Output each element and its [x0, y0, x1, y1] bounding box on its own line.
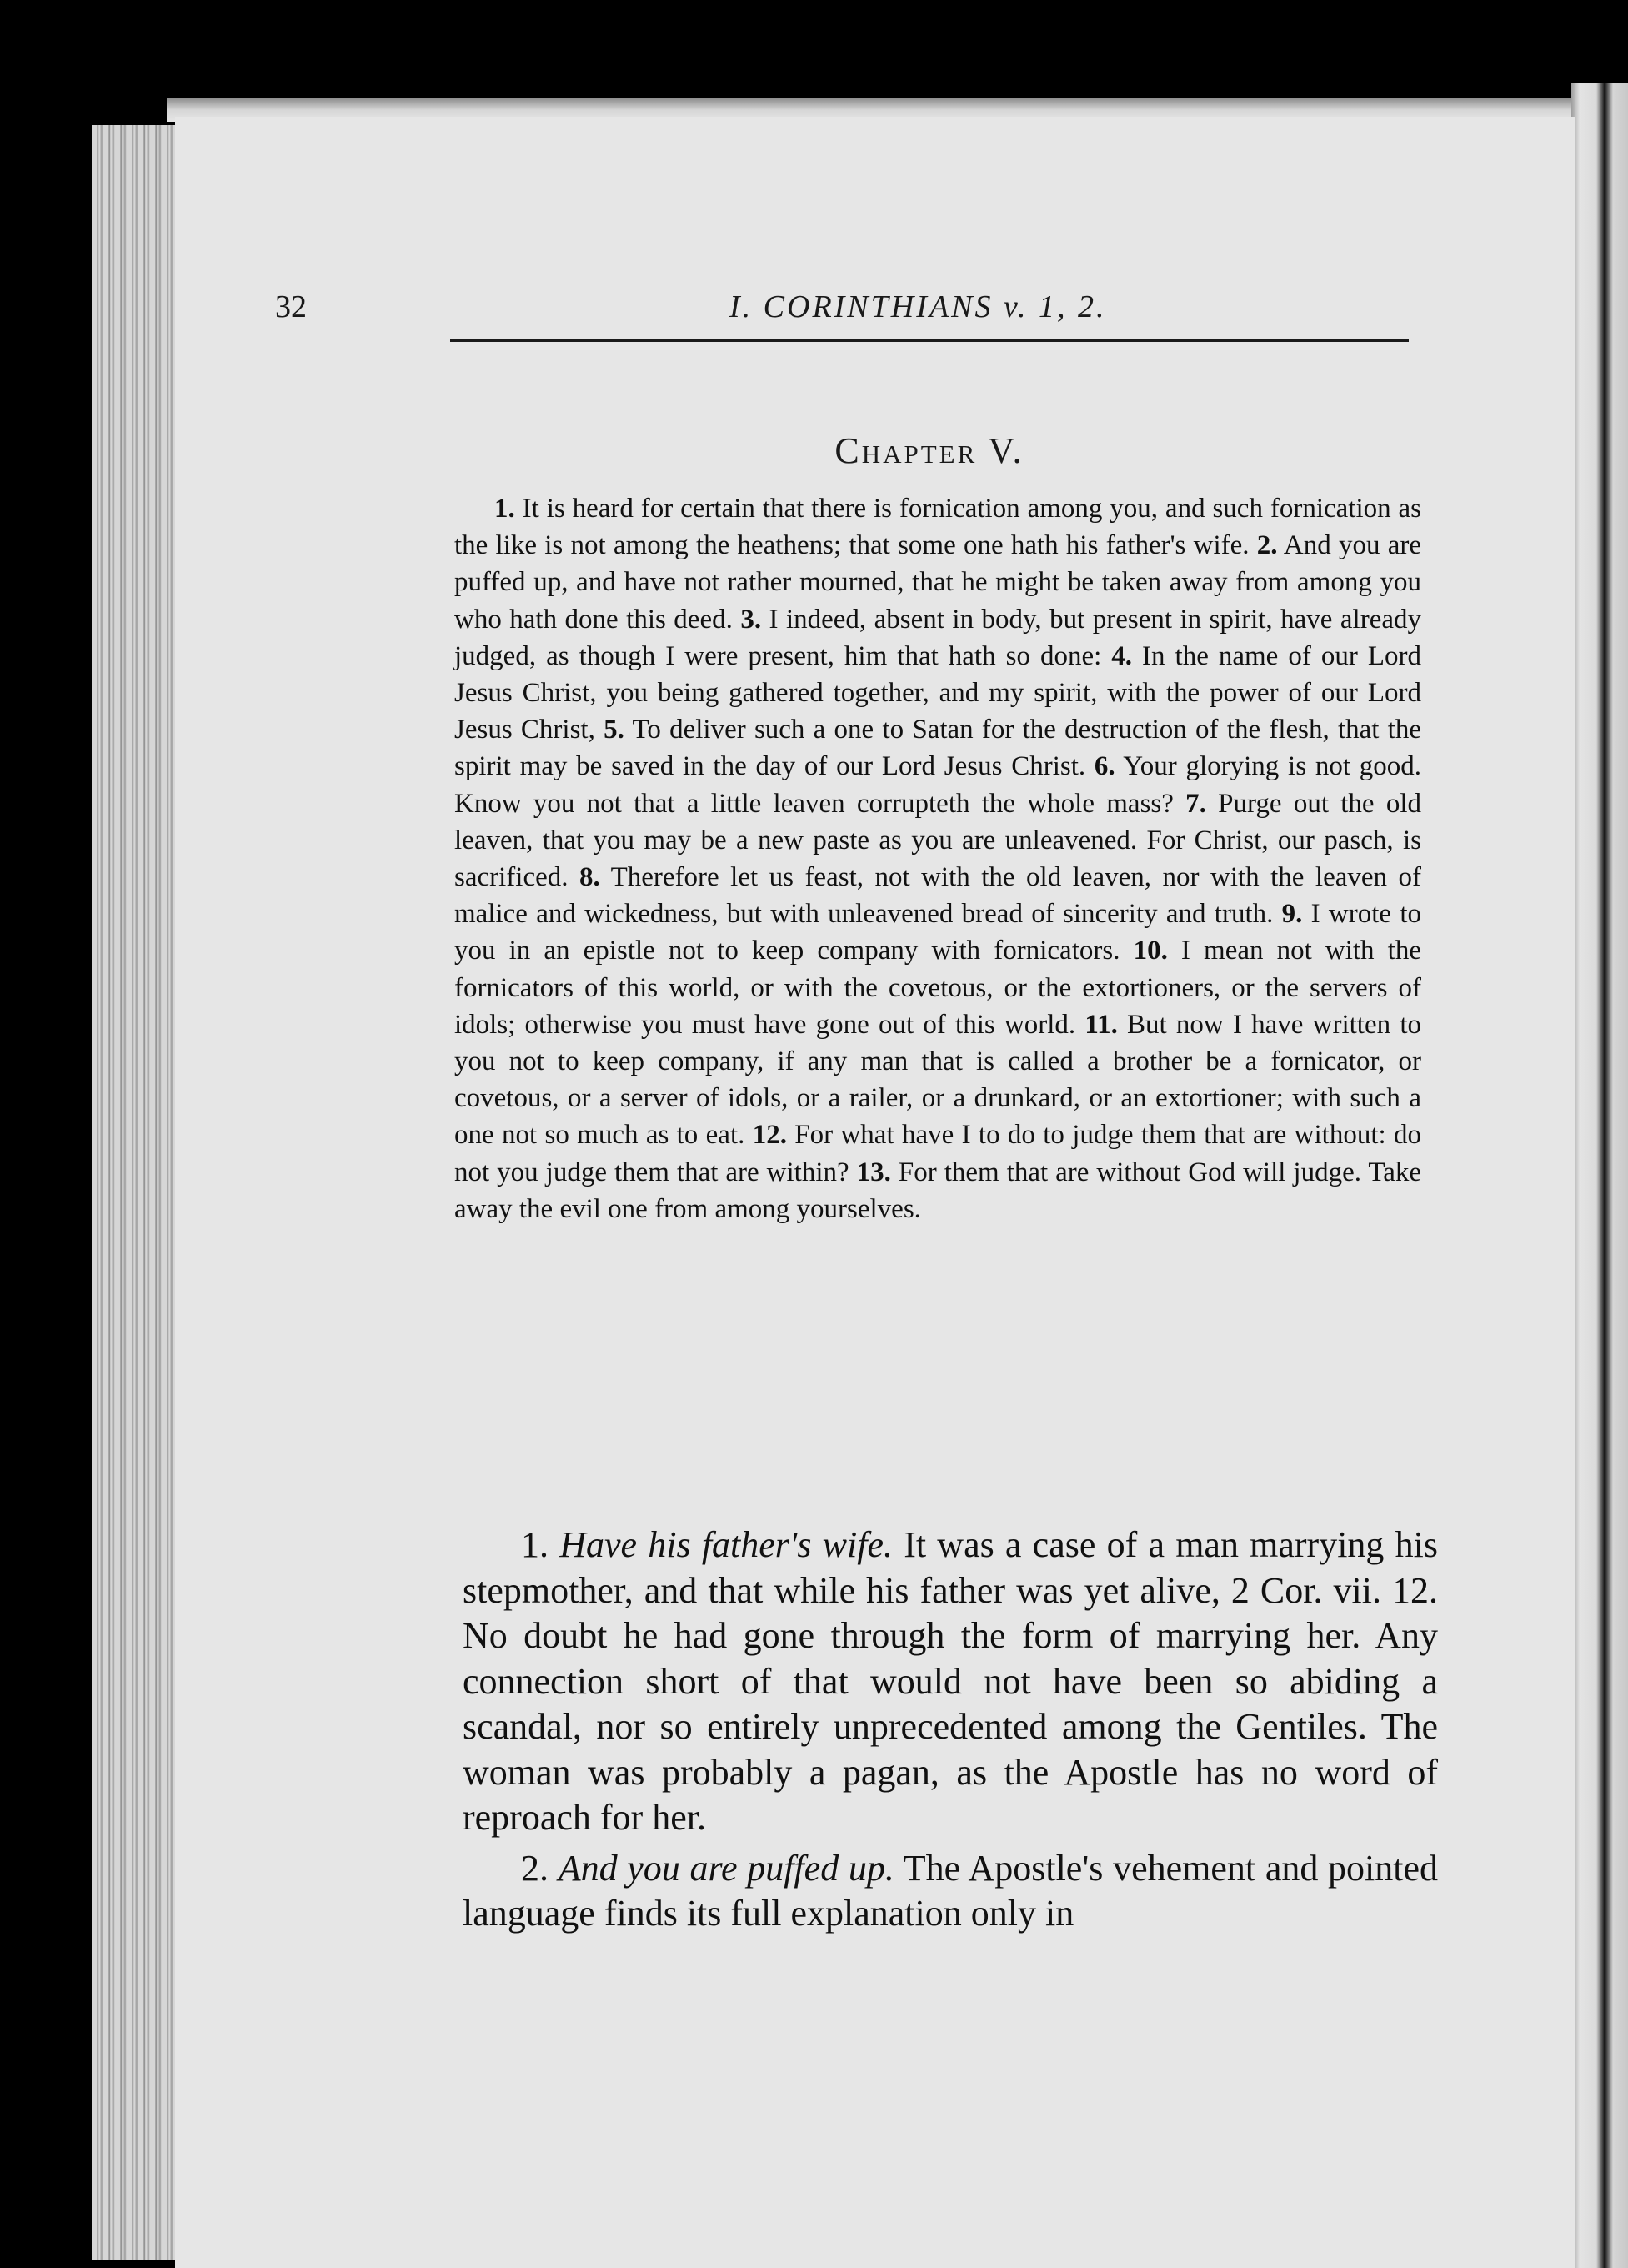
verse-number: 5. — [604, 715, 624, 745]
commentary-lemma: And you are puffed up. — [558, 1847, 894, 1889]
book-page-edges — [92, 125, 175, 2260]
verse-text: To deliver such a one to Satan for the destruction of the flesh, that the spirit may be saved in the day of our Lord Jesus Christ. — [454, 715, 1421, 782]
commentary-text — [463, 1523, 1438, 1942]
verse-text: For what have I to do to judge them that are without: do not you judge them that are within? — [454, 1120, 1422, 1187]
verse-number: 8. — [579, 862, 600, 893]
page-number: 32 — [275, 289, 307, 324]
commentary-number: 2. — [521, 1847, 549, 1889]
verse-number: 2. — [1256, 530, 1278, 561]
verse-text: For them that are without God will judge. Take away the evil one from among yourselves. — [454, 1157, 1422, 1224]
book-right-edge — [1571, 83, 1628, 2268]
verse-number: 9. — [1281, 899, 1303, 930]
verse-text: I mean not with the fornicators of this world, or with the covetous, or the extortioners, or the servers of idols; otherwise you must have gone out of this world. — [454, 936, 1421, 1040]
verse-text: It is heard for certain that there is fornication among you, and such fornication as the like is not among the heathens; that some one hath his father's wife. — [454, 494, 1421, 561]
commentary-lemma: Have his father's wife. — [559, 1524, 893, 1565]
verse-text: But now I have written to you not to keep company, if any man that is called a brother be a fornicator, or covetous, or a server of idols, or a railer, or a drunkard, or an extortioner; with such a one not so much as to eat. — [454, 1009, 1421, 1151]
head-rule — [450, 339, 1409, 342]
running-title: I. CORINTHIANS v. 1, 2. — [729, 289, 1107, 324]
verse-text: Therefore let us feast, not with the old leaven, nor with the leaven of malice and wickedness, but with unleavened bread of sincerity and truth. — [454, 862, 1422, 930]
verse-text: Your glorying is not good. Know you not that a little leaven corrupteth the whole mass? — [454, 751, 1421, 819]
scripture-text — [454, 490, 1421, 1227]
verse-number: 10. — [1133, 936, 1168, 966]
commentary-body: It was a case of a man marrying his stepmother, and that while his father was yet alive, 2 Cor. vii. 12. No doubt he had gone through the form of marrying her. Any connection short of that would not have been so abiding a scandal, nor so entirely unprecedented among the Gentiles. The woman was probably a pagan, as the Apostle has no word of reproach for her. — [463, 1524, 1438, 1838]
commentary-paragraph — [463, 1523, 1438, 1841]
verse-text: I wrote to you in an epistle not to keep company with fornicators. — [454, 899, 1421, 966]
commentary-paragraph — [463, 1846, 1438, 1937]
verse-number: 1. — [494, 494, 515, 524]
verse-number: 13. — [856, 1157, 891, 1187]
verse-text: In the name of our Lord Jesus Christ, you being gathered together, and my spirit, with the power of our Lord Jesus Christ, — [454, 640, 1421, 745]
verse-number: 3. — [740, 604, 762, 635]
verse-number: 7. — [1185, 788, 1206, 819]
chapter-title: Chapter V. — [834, 430, 1024, 471]
commentary-number: 1. — [521, 1524, 549, 1565]
verse-number: 6. — [1094, 751, 1115, 782]
verse-text: Purge out the old leaven, that you may be a new paste as you are unleavened. For Christ, our pasch, is sacrificed. — [454, 788, 1421, 893]
scripture-paragraph — [454, 490, 1421, 1227]
verse-text: I indeed, absent in body, but present in spirit, have already judged, as though I were present, him that hath so done: — [454, 604, 1421, 671]
verse-text: And you are puffed up, and have not rather mourned, that he might be taken away from among you who hath done this deed. — [454, 530, 1421, 635]
running-head — [275, 289, 1409, 339]
verse-number: 11. — [1084, 1009, 1118, 1040]
verse-number: 12. — [752, 1120, 787, 1151]
commentary-body: The Apostle's vehement and pointed language finds its full explanation only in — [463, 1847, 1439, 1934]
verse-number: 4. — [1111, 640, 1133, 671]
